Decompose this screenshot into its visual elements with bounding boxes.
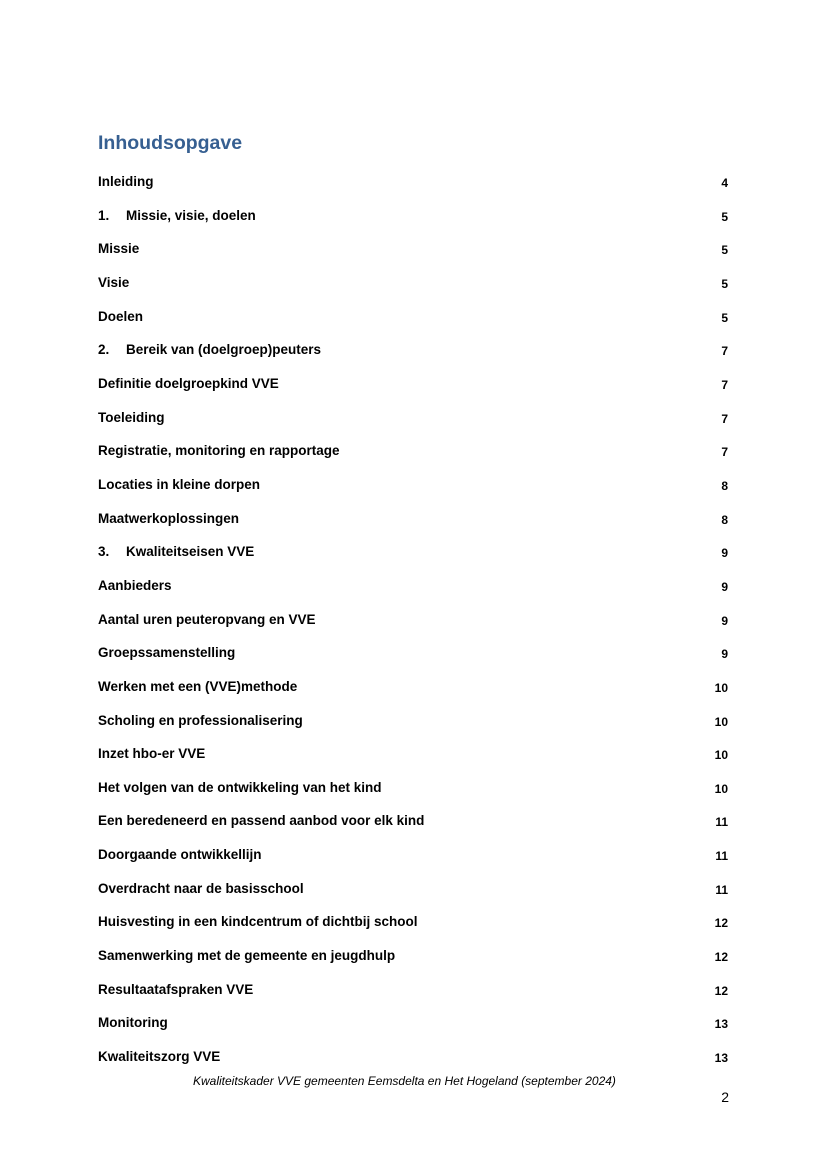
toc-entry-title: Kwaliteitszorg VVE — [98, 1049, 221, 1065]
toc-entry-page: 9 — [721, 579, 728, 594]
toc-entry[interactable] — [98, 475, 730, 509]
toc-entry-page: 7 — [721, 411, 728, 426]
toc-entry[interactable] — [98, 811, 730, 845]
toc-entry[interactable] — [98, 980, 730, 1014]
toc-entry-title: Toeleiding — [98, 409, 165, 425]
toc-entry-title: Groepssamenstelling — [98, 645, 236, 661]
page-title: Inhoudsopgave — [98, 132, 243, 154]
toc-entry[interactable] — [98, 509, 730, 543]
toc-entry-title: Locaties in kleine dorpen — [98, 476, 261, 492]
toc-entry-page: 12 — [714, 950, 728, 965]
toc-entry-title: Doelen — [98, 308, 144, 324]
toc-entry[interactable] — [98, 273, 730, 307]
toc-entry[interactable] — [98, 643, 730, 677]
toc-entry-page: 8 — [721, 512, 728, 527]
toc-entry[interactable] — [98, 879, 730, 913]
toc-entry-page: 7 — [721, 344, 728, 359]
toc-entry-title: Monitoring — [98, 1015, 168, 1031]
toc-entry[interactable] — [98, 677, 730, 711]
toc-entry-title: Scholing en professionalisering — [98, 712, 303, 728]
toc-entry[interactable] — [98, 576, 730, 610]
toc-entry-title: Het volgen van de ontwikkeling van het kind — [98, 779, 382, 795]
toc-entry-title: Inzet hbo-er VVE — [98, 746, 206, 762]
toc-entry-page: 7 — [721, 445, 728, 460]
toc-entry-page: 11 — [715, 815, 728, 830]
toc-entry-page: 9 — [721, 647, 728, 662]
toc-entry[interactable] — [98, 206, 730, 240]
toc-entry-title: Huisvesting in een kindcentrum of dichtbij school — [98, 914, 418, 930]
toc-entry-page: 10 — [714, 714, 728, 729]
table-of-contents — [98, 172, 730, 1081]
toc-entry-title: Werken met een (VVE)methode — [98, 678, 298, 694]
toc-entry[interactable] — [98, 374, 730, 408]
toc-entry-page: 11 — [715, 882, 728, 897]
toc-entry[interactable] — [98, 946, 730, 980]
toc-entry-page: 8 — [721, 478, 728, 493]
toc-entry[interactable] — [98, 744, 730, 778]
toc-entry[interactable] — [98, 408, 730, 442]
toc-entry-title: Bereik van (doelgroep)peuters — [126, 342, 322, 358]
toc-entry-page: 13 — [714, 1017, 728, 1032]
toc-entry[interactable] — [98, 172, 730, 206]
toc-entry-page: 4 — [721, 176, 728, 190]
toc-entry-number: 3. — [98, 544, 110, 560]
toc-entry-title: Aantal uren peuteropvang en VVE — [98, 611, 316, 627]
toc-entry-title: Definitie doelgroepkind VVE — [98, 375, 279, 391]
toc-entry-page: 9 — [721, 546, 728, 561]
toc-entry-page: 12 — [714, 916, 728, 931]
toc-entry-number: 2. — [98, 342, 110, 358]
toc-entry-title: Inleiding — [98, 174, 154, 189]
toc-entry-page: 10 — [714, 680, 728, 695]
toc-entry-title: Overdracht naar de basisschool — [98, 880, 304, 896]
toc-entry-page: 10 — [714, 748, 728, 763]
toc-entry-page: 5 — [721, 209, 728, 224]
toc-entry-number: 1. — [98, 207, 110, 223]
footer-text: Kwaliteitskader VVE gemeenten Eemsdelta en Het Hogeland (september 2024) — [193, 1074, 616, 1088]
page-number: 2 — [721, 1089, 729, 1105]
toc-entry[interactable] — [98, 912, 730, 946]
toc-entry-title: Maatwerkoplossingen — [98, 510, 240, 526]
toc-entry-page: 5 — [721, 243, 728, 258]
toc-entry-page: 5 — [721, 310, 728, 325]
toc-entry-page: 10 — [714, 781, 728, 796]
toc-entry-page: 5 — [721, 276, 728, 291]
toc-entry-title: Visie — [98, 274, 130, 290]
toc-entry[interactable] — [98, 778, 730, 812]
toc-entry-title: Resultaatafspraken VVE — [98, 981, 254, 997]
toc-entry[interactable] — [98, 711, 730, 745]
toc-entry[interactable] — [98, 340, 730, 374]
toc-entry[interactable] — [98, 239, 730, 273]
toc-entry-title: Missie, visie, doelen — [126, 207, 256, 223]
toc-entry-title: Een beredeneerd en passend aanbod voor elk kind — [98, 813, 425, 829]
toc-entry-title: Doorgaande ontwikkellijn — [98, 847, 262, 863]
toc-entry-title: Kwaliteitseisen VVE — [126, 544, 255, 560]
toc-entry-page: 9 — [721, 613, 728, 628]
toc-entry-title: Aanbieders — [98, 577, 172, 593]
toc-entry-page: 7 — [721, 377, 728, 392]
toc-entry[interactable] — [98, 307, 730, 341]
toc-entry[interactable] — [98, 845, 730, 879]
toc-entry-page: 12 — [714, 983, 728, 998]
toc-entry[interactable] — [98, 441, 730, 475]
toc-entry[interactable] — [98, 610, 730, 644]
toc-entry[interactable] — [98, 542, 730, 576]
toc-entry-title: Registratie, monitoring en rapportage — [98, 443, 340, 459]
toc-entry-page: 13 — [714, 1051, 728, 1066]
toc-entry-page: 11 — [715, 849, 728, 864]
toc-entry-title: Samenwerking met de gemeente en jeugdhulp — [98, 948, 396, 964]
toc-entry[interactable] — [98, 1013, 730, 1047]
toc-entry-title: Missie — [98, 241, 140, 257]
